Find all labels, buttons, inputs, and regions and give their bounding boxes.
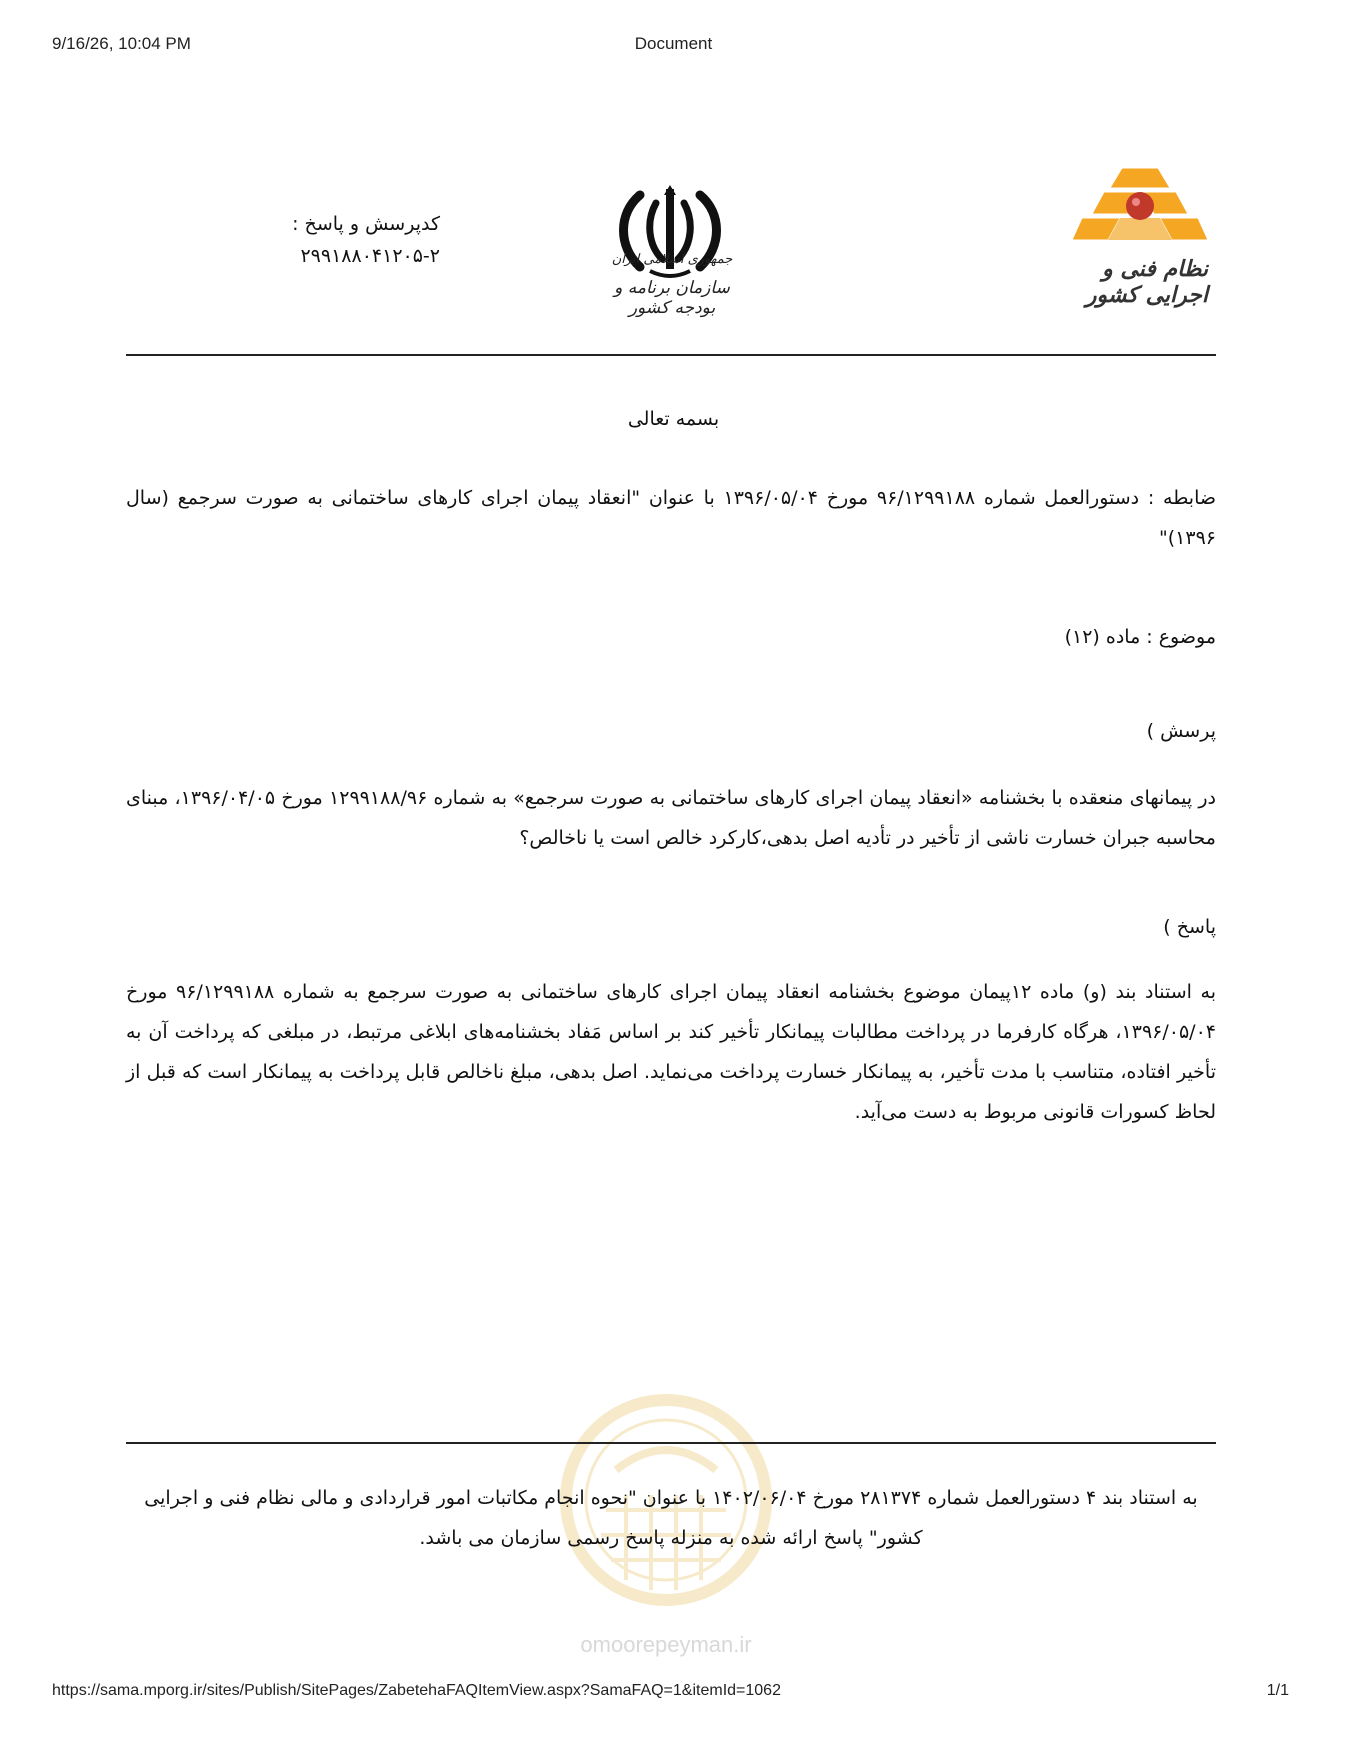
print-page-number: 1/1 <box>1266 1682 1289 1699</box>
print-document-title: Document <box>634 34 713 53</box>
print-url: https://sama.mporg.ir/sites/Publish/SitePages/ZabetehaFAQItemView.aspx?SamaFAQ=1&itemId=1062 <box>52 1682 781 1699</box>
emblem-caption-line1: جمهوری اسلامی ایران <box>611 252 733 267</box>
emblem-caption-line2: سازمان برنامه و بودجه کشور <box>614 278 730 318</box>
print-datetime: 9/16/26, 10:04 PM <box>52 34 191 53</box>
technical-system-caption: نظام فنی و اجرایی کشور <box>1085 256 1208 308</box>
print-header <box>0 34 1347 56</box>
answer-text: به استناد بند (و) ماده ۱۲پیمان موضوع بخشنامه انعقاد پیمان اجرای کارهای ساختمانی به صورت سرجمع به شماره ۹۶/۱۲۹۹۱۸۸ مورخ ۱۳۹۶/۰۵/۰۴، هرگاه کارفرما در پرداخت مطالبات پیمانکار تأخیر کند بر اساس مَفاد بخشنامه‌های ابلاغی مرتبط، در مبلغی که پرداخت آن به تأخیر افتاده، متناسب با مدت تأخیر، به پیمانکار خسارت پرداخت می‌نماید. اصل بدهی، مبلغ ناخالص قابل پرداخت به پیمانکار است که قبل از لحاظ کسورات قانونی مربوط به دست می‌آید. <box>126 981 1216 1123</box>
footer-note: به استناد بند ۴ دستورالعمل شماره ۲۸۱۳۷۴ مورخ ۱۴۰۲/۰۶/۰۴ با عنوان "نحوه انجام مکاتبات امور قراردادی و مالی نظام فنی و اجرایی کشور" پاسخ ارائه شده به منزله پاسخ رسمی سازمان می باشد. <box>144 1487 1198 1549</box>
print-footer <box>0 1682 1347 1704</box>
footer-divider <box>126 1442 1216 1444</box>
faq-code-block <box>240 208 440 272</box>
answer-heading: پاسخ ) <box>1163 916 1216 938</box>
header-divider <box>126 354 1216 356</box>
question-heading: پرسش ) <box>1146 720 1216 742</box>
regulation-text: ضابطه : دستورالعمل شماره ۹۶/۱۲۹۹۱۸۸ مورخ ۱۳۹۶/۰۵/۰۴ با عنوان "انعقاد پیمان اجرای کارهای ساختمانی به صورت سرجمع (سال ۱۳۹۶)" <box>126 487 1217 549</box>
question-text: در پیمانهای منعقده با بخشنامه «انعقاد پیمان اجرای کارهای ساختمانی به صورت سرجمع» به شماره ۱۲۹۹۱۸۸/۹۶ مورخ ۱۳۹۶/۰۴/۰۵، مبنای محاسبه جبران خسارت ناشی از تأخیر در تأدیه اصل بدهی،کارکرد خالص است یا ناخالص؟ <box>126 787 1216 849</box>
faq-code-label: کدپرسش و پاسخ : <box>292 213 440 235</box>
watermark-domain: omoorepeyman.ir <box>580 1632 752 1657</box>
basmala: بسمه تعالی <box>627 408 720 430</box>
faq-code-value: ۲۹۹۱۸۸۰۴۱۲۰۵-۲ <box>300 245 440 267</box>
subject-line: موضوع : ماده (۱۲) <box>1064 626 1216 648</box>
